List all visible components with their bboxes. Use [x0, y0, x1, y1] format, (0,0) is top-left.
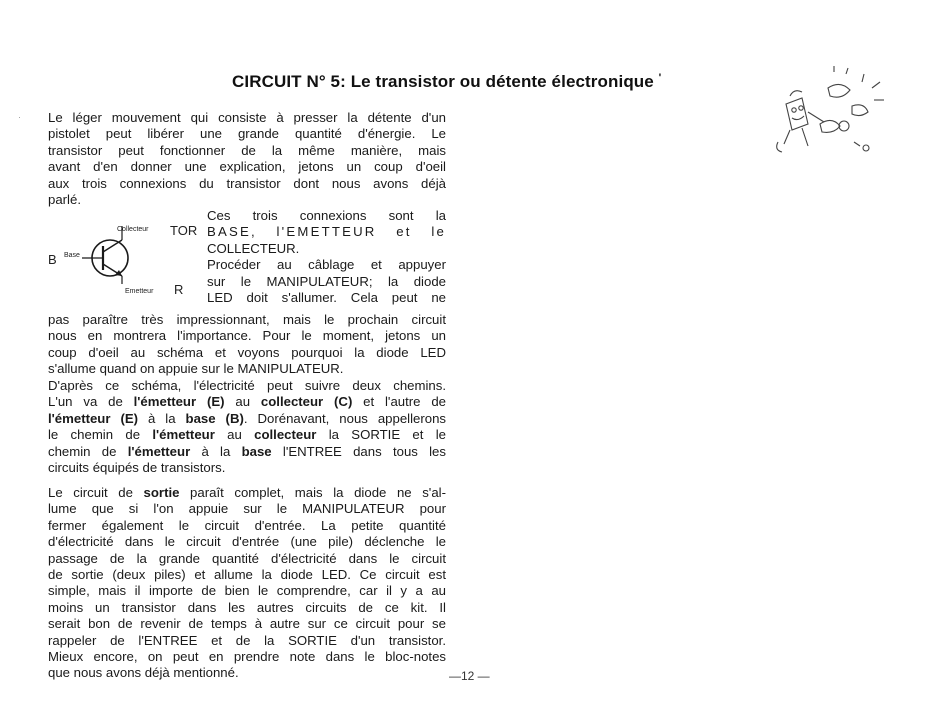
bold-term: collecteur	[254, 427, 317, 443]
text-run: simple, mais il importe de bien le comprendre, car il y a au	[48, 583, 446, 599]
text-run: L'un va de	[48, 394, 134, 410]
text-run: à la	[138, 410, 186, 426]
text-line: LED doit s'allumer. Cela peut ne	[207, 290, 446, 306]
text-line: Procéder au câblage et appuyer	[207, 257, 446, 273]
text-run: passage de la grande quantité d'électricité dans le circuit	[48, 550, 446, 566]
text-line	[48, 460, 446, 476]
text-line	[48, 427, 446, 443]
bold-term: l'émetteur	[152, 427, 215, 443]
text-run: . Dorénavant, nous appellerons	[243, 410, 447, 426]
text-run: à la	[190, 443, 242, 459]
text-run: paraît complet, mais la diode ne s'al-	[179, 485, 446, 500]
emitter-letter: R	[174, 282, 184, 297]
bold-term: base (B)	[185, 410, 244, 426]
text-line	[48, 518, 446, 534]
collector-letter: TOR	[170, 223, 198, 238]
paragraph-output	[48, 485, 446, 682]
text-line	[48, 485, 446, 501]
text-line: Ces trois connexions sont la	[207, 208, 446, 223]
text-run: moins un transistor dans les autres circuits de ce kit. Il	[48, 599, 446, 615]
text-run: le chemin de	[48, 427, 153, 443]
cartoon-illustration	[768, 66, 892, 158]
text-run: D'après ce schéma, l'électricité peut suivre deux chemins.	[48, 378, 446, 393]
bold-term: base	[241, 443, 272, 459]
text-line	[48, 394, 446, 410]
paragraph-connections	[207, 208, 446, 306]
bold-term: collecteur (C)	[260, 394, 353, 410]
text-line	[48, 444, 446, 460]
text-run: que nous avons déjà mentionné.	[48, 665, 239, 681]
text-run: chemin de	[48, 443, 128, 459]
text-line: avant d'en donner une explication, jetons un coup d'oeil	[48, 159, 446, 175]
text-run: d'électricité dans le circuit d'entrée (une pile) déclenche le	[48, 534, 446, 550]
text-line: BASE, l'EMETTEUR et le	[207, 224, 446, 240]
text-line	[48, 378, 446, 394]
text-line: Le léger mouvement qui consiste à presser la détente d'un	[48, 110, 446, 125]
paragraph-paths	[48, 378, 446, 476]
text-line: sur le MANIPULATEUR; la diode	[207, 273, 446, 289]
text-run: rappeler de l'ENTREE et de la SORTIE d'un transistor.	[48, 632, 446, 648]
text-line: s'allume quand on appuie sur le MANIPULATEUR.	[48, 361, 344, 377]
text-line	[48, 600, 446, 616]
text-line	[48, 501, 446, 517]
text-line: pas paraître très impressionnant, mais le prochain circuit	[48, 312, 446, 327]
bold-term: l'émetteur (E)	[133, 394, 225, 410]
collector-label: Collecteur	[117, 226, 149, 233]
page-number: —12 —	[449, 669, 490, 683]
text-run: et l'autre de	[352, 394, 447, 410]
bold-term: l'émetteur	[127, 443, 191, 459]
text-run: au	[214, 427, 255, 443]
text-run: serait bon de revenir de temps à autre sur ce circuit pour se	[48, 616, 446, 632]
text-line: transistor peut fonctionner de la même manière, mais	[48, 142, 446, 158]
text-run: Mieux encore, on peut en prendre note dans le bloc-notes	[48, 649, 446, 665]
text-run: Le circuit de	[48, 485, 144, 500]
text-line: coup d'oeil au schéma et voyons pourquoi la diode LED	[48, 344, 446, 360]
text-line: COLLECTEUR.	[207, 240, 300, 256]
text-line	[48, 411, 446, 427]
emitter-label: Emetteur	[125, 288, 154, 295]
text-run: la SORTIE et le	[316, 427, 446, 443]
margin-mark: ·	[18, 112, 21, 122]
text-run: l'ENTREE dans tous les	[271, 443, 446, 459]
text-line	[48, 551, 446, 567]
text-line	[48, 649, 446, 665]
bold-term: sortie	[143, 485, 180, 500]
text-line: pistolet peut libérer une grande quantité d'énergie. Le	[48, 126, 446, 142]
page-title: CIRCUIT N° 5: Le transistor ou détente électronique '	[232, 72, 662, 91]
transistor-diagram	[46, 216, 208, 300]
text-run: de sortie (deux piles) et allume la diode LED. Ce circuit est	[48, 567, 446, 583]
text-line	[48, 583, 446, 599]
bold-term: l'émetteur (E)	[48, 410, 139, 426]
paragraph-wiring	[48, 312, 446, 378]
text-line	[48, 534, 446, 550]
text-run: lume que si l'on appuie sur le MANIPULATEUR pour	[48, 501, 446, 517]
text-line: parlé.	[48, 192, 81, 208]
text-line: nous en montrera l'importance. Pour le moment, jetons un	[48, 328, 446, 344]
text-line	[48, 567, 446, 583]
text-run: circuits équipés de transistors.	[48, 460, 226, 476]
text-line	[48, 633, 446, 649]
base-letter: B	[48, 252, 57, 267]
base-label: Base	[64, 252, 80, 259]
text-line	[48, 665, 446, 681]
text-run: au	[224, 394, 261, 410]
text-line: aux trois connexions du transistor dont nous avons déjà	[48, 175, 446, 191]
paragraph-intro	[48, 110, 446, 208]
text-line	[48, 616, 446, 632]
text-run: fermer également le circuit d'entrée. La petite quantité	[48, 517, 446, 533]
